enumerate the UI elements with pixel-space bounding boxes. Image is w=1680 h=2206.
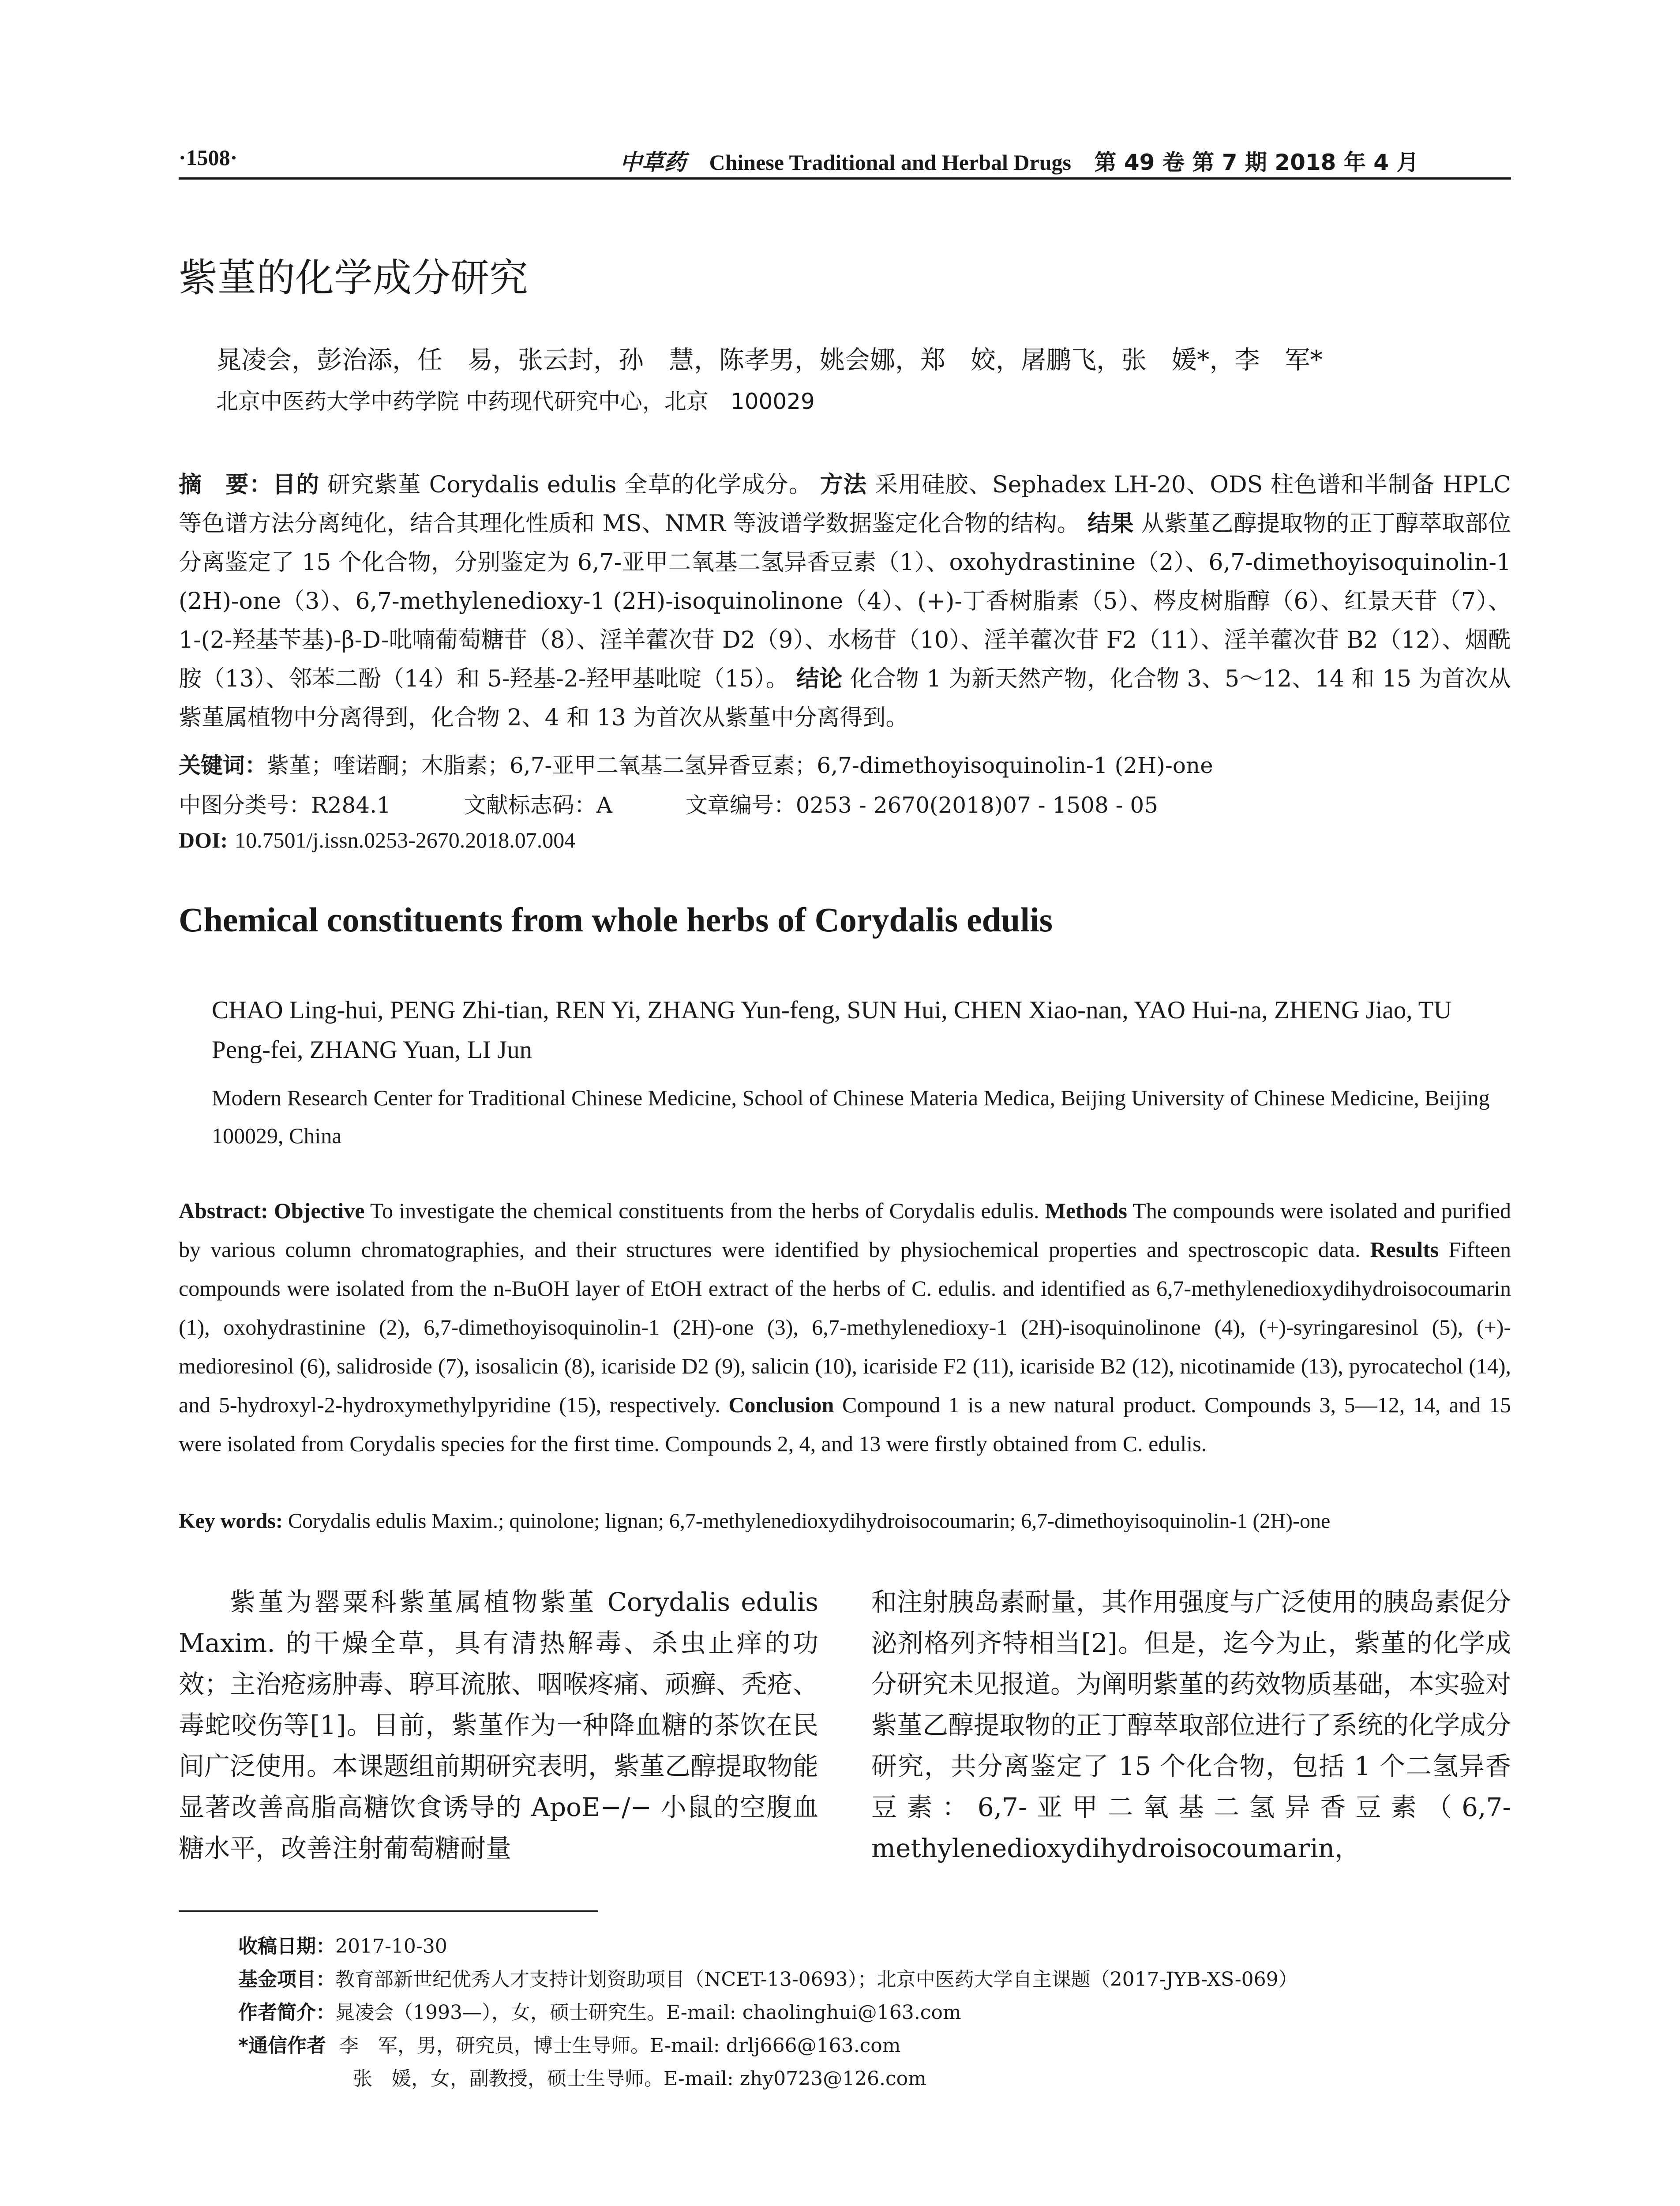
footnote-author-text: 晁凌会（1993—），女，硕士研究生。E-mail: chaolinghui@163.com [335, 2001, 961, 2024]
footnote-fund-label: 基金项目： [238, 1968, 335, 1991]
footnote-fund [238, 1963, 1298, 1992]
abstract-cn-objective: 研究紫堇 Corydalis edulis 全草的化学成分。 [327, 472, 812, 498]
abstract-cn-results: 从紫堇乙醇提取物的正丁醇萃取部位分离鉴定了 15 个化合物，分别鉴定为 6,7-亚甲二氧基二氢异香豆素（1）、oxohydrastinine（2）、6,7-dimethoyisoquinolin-1 (2H)-one（3）、6,7-methylenedioxy-1 (2H)-isoquinolinone（4）、(+)-丁香树脂素（5）、梣皮树脂醇（6）、红景天苷（7）、1-(2-羟基苄基)-β-D-吡喃葡萄糖苷（8）、淫羊藿次苷 D2（9）、水杨苷（10）、淫羊藿次苷 F2（11）、淫羊藿次苷 B2（12）、烟酰胺（13）、邻苯二酚（14）和 5-羟基-2-羟甲基吡啶（15）。 [179, 510, 1511, 692]
doc-code: 文献标志码：A [464, 792, 612, 818]
journal-issue: 第 49 卷 第 7 期 2018 年 4 月 [1094, 150, 1419, 175]
body-column-left: 紫堇为罂粟科紫堇属植物紫堇 Corydalis edulis Maxim. 的干燥全草，具有清热解毒、杀虫止痒的功效；主治疮疡肿毒、聤耳流脓、咽喉疼痛、顽癣、秃疮、毒蛇咬伤等[1]。目前，紫堇作为一种降血糖的茶饮在民间广泛使用。本课题组前期研究表明，紫堇乙醇提取物能显著改善高脂高糖饮食诱导的 ApoE−/− 小鼠的空腹血糖水平，改善注射葡萄糖耐量 [179, 1587, 819, 1863]
abstract-cn [179, 465, 1511, 737]
abstract-cn-methods: 采用硅胶、Sephadex LH-20、ODS 柱色谱和半制备 HPLC 等色谱方法分离纯化，结合其理化性质和 MS、NMR 等波谱学数据鉴定化合物的结构。 [179, 472, 1511, 537]
keywords-en-label: Key words: [179, 1509, 283, 1533]
footnote-received-label: 收稿日期： [238, 1935, 335, 1958]
abstract-en-results-label: Results [1370, 1237, 1439, 1262]
page-number: ·1508· [179, 145, 238, 170]
abstract-en-objective-label: Objective [274, 1198, 365, 1223]
abstract-en-results: Fifteen compounds were isolated from the n-BuOH layer of EtOH extract of the herbs of C. edulis. and identified as 6,7-methylenedioxydihydroisocoumarin (1), oxohydrastinine (2), 6,7-dimethoyisoquinolin-1 (2H)-one (3), 6,7-methylenedioxy-1 (2H)-isoquinolinone (4), (+)-syringaresinol (5), (+)-medioresinol (6), salidroside (7), isosalicin (8), icariside D2 (9), salicin (10), icariside F2 (11), icariside B2 (12), nicotinamide (13), pyrocatechol (14), and 5-hydroxyl-2-hydroxymethylpyridine (15), respectively. [179, 1237, 1511, 1417]
title-en: Chemical constituents from whole herbs of Corydalis edulis [179, 900, 1053, 939]
abstract-en-objective: To investigate the chemical constituents from the herbs of Corydalis edulis. [370, 1198, 1039, 1223]
abstract-en-conclusion-label: Conclusion [728, 1392, 834, 1417]
footnote-corresponding-2: 张 媛，女，副教授，硕士生导师。E-mail: zhy0723@126.com [353, 2067, 926, 2090]
doi [179, 827, 575, 853]
affiliation-cn: 北京中医药大学中药学院 中药现代研究中心，北京 100029 [216, 389, 815, 414]
title-cn: 紫堇的化学成分研究 [179, 255, 529, 300]
doi-value: 10.7501/j.issn.0253-2670.2018.07.004 [235, 828, 576, 852]
authors-en: CHAO Ling-hui, PENG Zhi-tian, REN Yi, ZHANG Yun-feng, SUN Hui, CHEN Xiao-nan, YAO Hui-na, ZHENG Jiao, TU Peng-fei, ZHANG Yuan, LI Jun [212, 996, 1452, 1064]
footnote-author-label: 作者简介： [238, 2001, 335, 2024]
footnote-corr-1: 李 军，男，研究员，博士生导师。E-mail: drlj666@163.com [339, 2034, 901, 2057]
journal-name-en: Chinese Traditional and Herbal Drugs [709, 150, 1071, 175]
keywords-cn [179, 748, 1213, 780]
abstract-en-conclusion: Compound 1 is a new natural product. Compounds 3, 5—12, 14, and 15 were isolated from Corydalis species for the first time. Compounds 2, 4, and 13 were firstly obtained from C. edulis. [179, 1392, 1511, 1456]
clc-number: 中图分类号：R284.1 [179, 792, 391, 818]
abstract-cn-results-label: 结果 [1088, 510, 1134, 537]
body-column-right: 和注射胰岛素耐量，其作用强度与广泛使用的胰岛素促分泌剂格列齐特相当[2]。但是，迄今为止，紫堇的化学成分研究未见报道。为阐明紫堇的药效物质基础，本实验对紫堇乙醇提取物的正丁醇萃取部位进行了系统的化学成分研究，共分离鉴定了 15 个化合物，包括 1 个二氢异香豆素：6,7-亚甲二氧基二氢异香豆素（6,7-methylenedioxydihydroisocoumarin， [871, 1587, 1511, 1863]
footnote-corr-label: *通信作者 [238, 2034, 326, 2057]
abstract-cn-methods-label: 方法 [820, 472, 867, 498]
abstract-cn-conclusion-label: 结论 [796, 666, 843, 692]
classification-line [179, 788, 1224, 819]
authors-cn: 晁凌会，彭治添，任 易，张云封，孙 慧，陈孝男，姚会娜，郑 姣，屠鹏飞，张 媛*，李 军* [216, 345, 1323, 375]
journal-info [620, 145, 1418, 176]
footnote-fund-text: 教育部新世纪优秀人才支持计划资助项目（NCET-13-0693）；北京中医药大学自主课题（2017-JYB-XS-069） [335, 1968, 1298, 1991]
keywords-cn-label: 关键词： [179, 753, 267, 778]
doi-label: DOI: [179, 828, 228, 852]
abstract-cn-objective-label: 目的 [272, 472, 320, 498]
footnote-received-date: 2017-10-30 [335, 1935, 447, 1958]
abstract-en-methods-label: Methods [1045, 1198, 1127, 1223]
abstract-en-methods: The compounds were isolated and purified by various column chromatographies, and their structures were identified by physiochemical properties and spectroscopic data. [179, 1198, 1511, 1262]
abstract-en-label: Abstract: [179, 1198, 268, 1223]
keywords-cn-text: 紫堇；喹诺酮；木脂素；6,7-亚甲二氧基二氢异香豆素；6,7-dimethoyisoquinolin-1 (2H)-one [267, 753, 1213, 778]
abstract-cn-label: 摘 要： [179, 472, 273, 498]
article-number: 文章编号：0253 - 2670(2018)07 - 1508 - 05 [685, 792, 1159, 818]
footnote-divider [179, 1910, 598, 1912]
footnote-received [238, 1930, 447, 1958]
footnote-author [238, 1996, 961, 2025]
keywords-en [179, 1509, 1524, 1533]
footnote-corresponding [238, 2030, 900, 2058]
journal-name-cn: 中草药 [620, 150, 686, 175]
running-header [179, 142, 1511, 180]
affiliation-en: Modern Research Center for Traditional Chinese Medicine, School of Chinese Materia Medica, Beijing University of Chinese Medicine, Beijing 100029, China [212, 1085, 1490, 1148]
abstract-en [179, 1191, 1511, 1463]
keywords-en-text: Corydalis edulis Maxim.; quinolone; lignan; 6,7-methylenedioxydihydroisocoumarin; 6,7-dimethoyisoquinolin-1 (2H)-one [288, 1509, 1331, 1533]
abstract-cn-conclusion: 化合物 1 为新天然产物，化合物 3、5～12、14 和 15 为首次从紫堇属植物中分离得到，化合物 2、4 和 13 为首次从紫堇中分离得到。 [179, 666, 1511, 731]
